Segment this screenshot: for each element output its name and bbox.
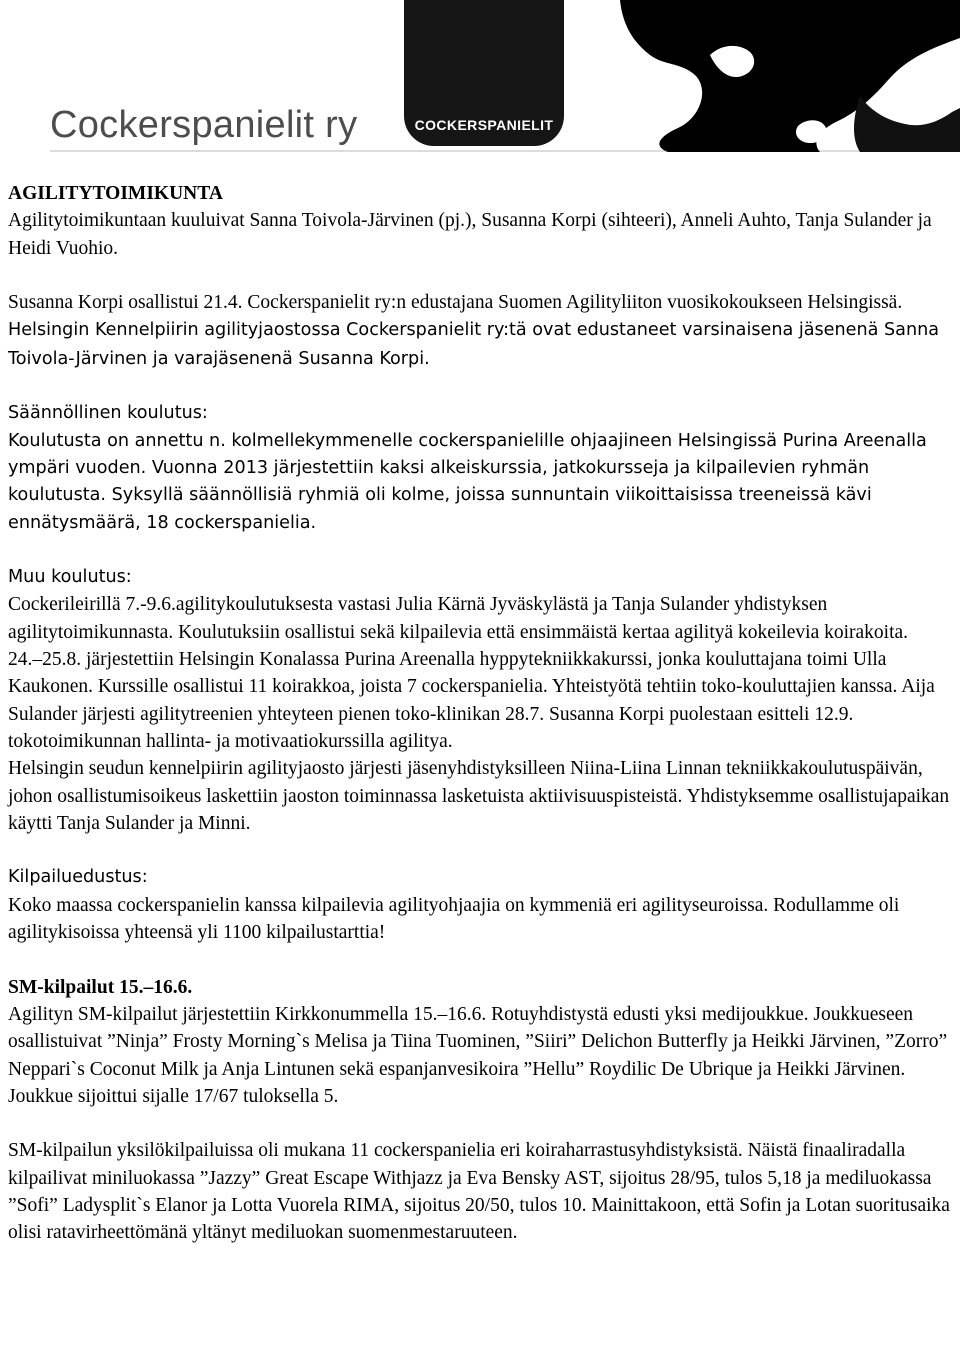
- individual-text-1: SM-kilpailun yksilökilpailuissa oli mukana 11 cockerspanielia eri koiraharrastusyhdistyksistä.: [8, 1140, 743, 1162]
- page-header: [0, 0, 960, 152]
- paragraph: [8, 591, 956, 646]
- competition-text-2: Rodullamme oli agilitykisoissa yhteensä yli 1100 kilpailustarttia!: [8, 894, 900, 944]
- individual-text-2: Näistä finaaliradalla kilpailivat miniluokassa ”Jazzy” Great Escape Withjazz ja Eva Bensky AST, sijoitus 28/95, tulos 5,18 ja mediluokassa ”Sofi” Ladysplit`s Elanor ja Lotta Vuorela RIMA, sijoitus 20/50, tulos 10.: [8, 1140, 932, 1216]
- section-heading: Muu koulutus:: [8, 567, 132, 588]
- section-heading: SM-kilpailut 15.–16.6.: [8, 976, 193, 998]
- paragraph: [8, 1137, 956, 1246]
- kennel-text: Helsingin Kennelpiirin agilityjaostossa Cockerspanielit ry:tä ovat edustaneet varsinaisena jäsenenä Sanna Toivola-Järvinen ja varajäsenenä Susanna Korpi.: [8, 320, 940, 369]
- section-heading: Säännöllinen koulutus:: [8, 403, 208, 424]
- paragraph: [8, 289, 956, 373]
- section-heading: Kilpailuedustus:: [8, 867, 148, 888]
- other-text-9: Yhdistyksemme osallistujapaikan käytti Tanja Sulander ja Minni.: [8, 785, 950, 834]
- document-body: [8, 180, 956, 1247]
- regular-text-3: Syksyllä säännöllisiä ryhmiä oli kolme, joissa sunnuntain viikoittaisissa treeneissä kävi ennätysmäärä, 18 cockerspanielia.: [8, 485, 872, 533]
- individual-text-3: Mainittakoon, että Sofin ja Lotan suoritusaika olisi ratavirheettömänä yltänyt mediluokan suomenmestaruuteen.: [8, 1194, 950, 1244]
- logo-text: COCKERSPANIELIT: [414, 117, 554, 133]
- page-title: AGILITYTOIMIKUNTA: [8, 183, 223, 204]
- competition-text-1: Koko maassa cockerspanielin kanssa kilpailevia agilityohjaajia on kymmeniä eri agilityseuroissa.: [8, 894, 769, 916]
- other-text-6: Aija Sulander järjesti agilitytreenien yhteyteen pienen toko-klinikan 28.7.: [8, 676, 935, 725]
- paragraph: [8, 207, 956, 262]
- meeting-text: Susanna Korpi osallistui 21.4. Cockerspanielit ry:n edustajana Suomen Agilityliiton vuosikokoukseen Helsingissä.: [8, 292, 903, 314]
- dog-silhouette-icon: [560, 0, 960, 152]
- brand-name: Cockerspanielit ry: [50, 104, 358, 146]
- other-text-1: Cockerileirillä 7.-9.6.agilitykoulutuksesta vastasi Julia Kärnä Jyväskylästä ja Tanja Sulander yhdistyksen agilitytoimikunnasta.: [8, 594, 828, 643]
- paragraph: [8, 892, 956, 947]
- paragraph: [8, 646, 956, 755]
- sm-text-2: Joukkueseen osallistuivat ”Ninja” Frosty Morning`s Melisa ja Tiina Tuominen, ”Siiri” Delichon Butterfly ja Heikki Järvinen, ”Zorro” Neppari`s Coconut Milk ja Anja Lintunen sekä espanjanvesikoira ”Hellu” Roydilic De Ubrique ja Heikki Järvinen.: [8, 1003, 948, 1080]
- other-text-8: Helsingin seudun kennelpiirin agilityjaosto järjesti jäsenyhdistyksilleen Niina-Liina Linnan tekniikkakoulutuspäivän, johon osallistumisoikeus laskettiin jaoston toiminnassa lasketuista aktiivisuuspisteistä.: [8, 758, 923, 807]
- other-text-2: Koulutuksiin osallistui sekä kilpailevia että ensimmäistä kertaa agilityä kokeilevia koirakoita.: [178, 621, 909, 643]
- sm-text-1: Agilityn SM-kilpailut järjestettiin Kirkkonummella 15.–16.6. Rotuyhdistystä edusti yksi medijoukkue.: [8, 1003, 809, 1025]
- sm-text-3: Joukkue sijoittui sijalle 17/67 tuloksella 5.: [8, 1085, 339, 1107]
- paragraph: [8, 1001, 956, 1110]
- other-text-5: Yhteistyötä tehtiin toko-kouluttajien kanssa.: [551, 676, 898, 698]
- paragraph: [8, 755, 956, 837]
- members-text: Agilitytoimikuntaan kuuluivat Sanna Toivola-Järvinen (pj.), Susanna Korpi (sihteeri), Anneli Auhto, Tanja Sulander ja Heidi Vuohio.: [8, 210, 932, 259]
- paragraph: [8, 428, 956, 537]
- other-text-4: Kurssille osallistui 11 koirakkoa, joista 7 cockerspanielia.: [97, 676, 548, 698]
- other-text-3: 24.–25.8. järjestettiin Helsingin Konalassa Purina Areenalla hyppytekniikkakurssi, jonka kouluttajana toimi Ulla Kaukonen.: [8, 649, 887, 698]
- club-logo: [404, 0, 564, 146]
- regular-text-2: Vuonna 2013 järjestettiin kaksi alkeiskurssia, jatkokursseja ja kilpailevien ryhmän koulutusta.: [8, 457, 870, 506]
- regular-text-1: Koulutusta on annettu n. kolmellekymmenelle cockerspanielille ohjaajineen Helsingissä Purina Areenalla ympäri vuoden.: [8, 430, 927, 478]
- other-text-7: Susanna Korpi puolestaan esitteli 12.9. tokotoimikunnan hallinta- ja motivaatiokurssilla agilitya.: [8, 703, 854, 752]
